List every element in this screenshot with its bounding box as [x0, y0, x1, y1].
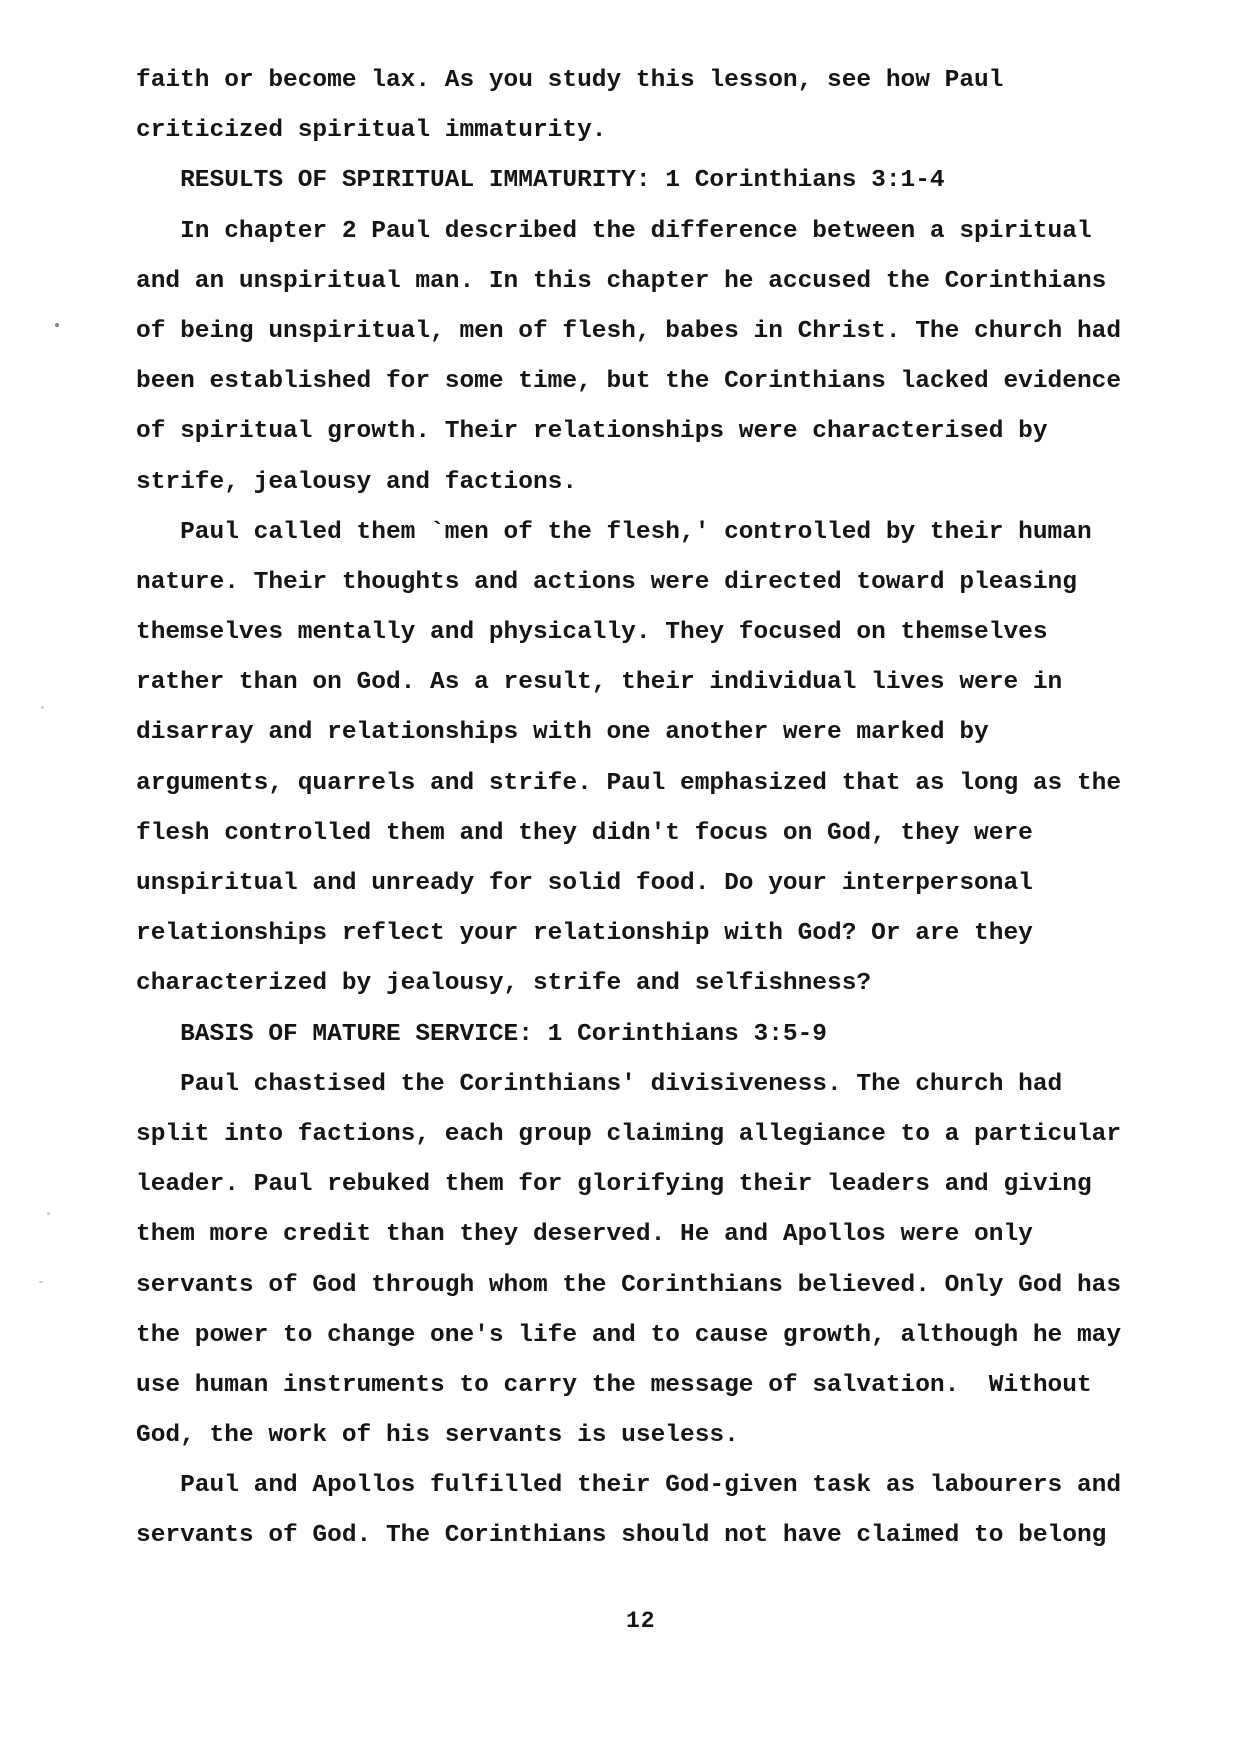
text-line: of spiritual growth. Their relationships were characterised by — [136, 418, 1048, 446]
text-line: of being unspiritual, men of flesh, babes in Christ. The church had — [136, 317, 1122, 345]
text-line: RESULTS OF SPIRITUAL IMMATURITY: 1 Corinthians 3:1-4 — [136, 167, 945, 195]
scan-speck — [41, 706, 44, 709]
text-line: unspiritual and unready for solid food. Do your interpersonal — [136, 870, 1033, 897]
text-line: use human instruments to carry the message of salvation. Without — [136, 1371, 1092, 1399]
text-line: and an unspiritual man. In this chapter he accused the Corinthians — [136, 267, 1107, 295]
page-number: 12 — [626, 1608, 656, 1634]
text-line: relationships reflect your relationship with God? Or are they — [136, 920, 1033, 948]
text-line: disarray and relationships with one another were marked by — [136, 719, 989, 747]
text-line: split into factions, each group claiming allegiance to a particular — [136, 1120, 1122, 1148]
text-line: Paul and Apollos fulfilled their God-given task as labourers and — [136, 1472, 1122, 1500]
text-line: servants of God. The Corinthians should not have claimed to belong — [136, 1522, 1107, 1550]
text-line: been established for some time, but the Corinthians lacked evidence — [136, 368, 1122, 396]
scan-speck — [39, 1281, 43, 1283]
text-line: Paul called them `men of the flesh,' controlled by their human — [136, 518, 1092, 546]
text-line: characterized by jealousy, strife and selfishness? — [136, 970, 872, 998]
text-line: arguments, quarrels and strife. Paul emphasized that as long as the — [136, 769, 1122, 797]
text-line: strife, jealousy and factions. — [136, 468, 578, 496]
scan-speck — [55, 323, 59, 327]
text-line: BASIS OF MATURE SERVICE: 1 Corinthians 3:5-9 — [136, 1020, 828, 1048]
text-line: them more credit than they deserved. He and Apollos were only — [136, 1221, 1033, 1249]
text-line: In chapter 2 Paul described the difference between a spiritual — [136, 217, 1092, 245]
text-line: Paul chastised the Corinthians' divisiveness. The church had — [136, 1070, 1063, 1098]
text-line: themselves mentally and physically. They focused on themselves — [136, 619, 1048, 647]
text-line: rather than on God. As a result, their individual lives were in — [136, 669, 1063, 697]
document-lines — [136, 56, 1186, 1562]
scan-speck — [47, 1212, 50, 1215]
text-line: flesh controlled them and they didn't focus on God, they were — [136, 819, 1033, 847]
text-line: criticized spiritual immaturity. — [136, 117, 607, 145]
text-line: God, the work of his servants is useless. — [136, 1422, 739, 1450]
text-line: nature. Their thoughts and actions were directed toward pleasing — [136, 568, 1077, 596]
text-line: leader. Paul rebuked them for glorifying their leaders and giving — [136, 1171, 1092, 1199]
text-line: faith or become lax. As you study this lesson, see how Paul — [136, 67, 1004, 94]
text-line: the power to change one's life and to cause growth, although he may — [136, 1321, 1122, 1349]
text-line: servants of God through whom the Corinthians believed. Only God has — [136, 1271, 1122, 1299]
